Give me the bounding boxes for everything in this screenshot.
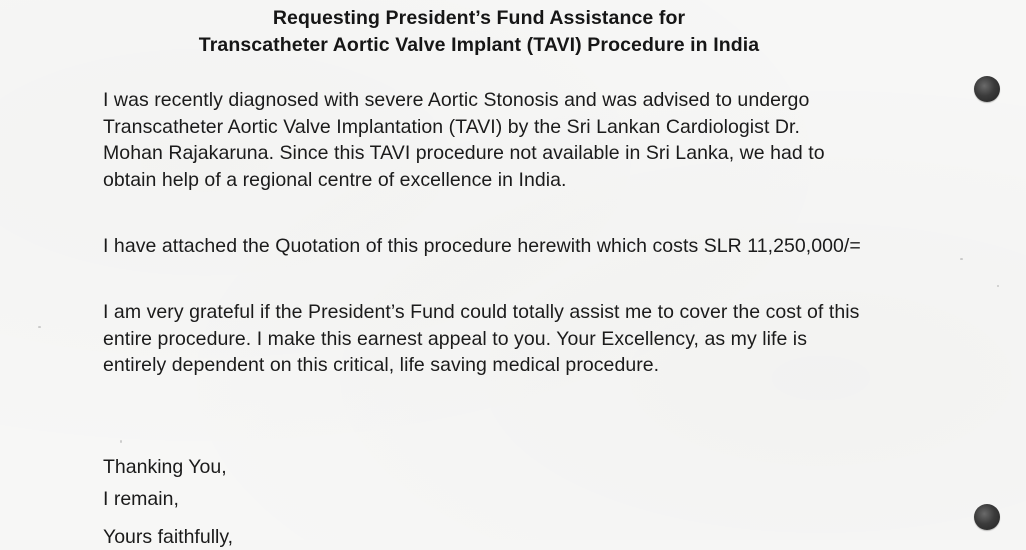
- paper-speck: [38, 326, 41, 328]
- paper-speck: [120, 440, 122, 443]
- paper-speck: [960, 258, 963, 260]
- letter-title-line-2: Transcatheter Aortic Valve Implant (TAVI) Procedure in India: [198, 34, 760, 56]
- punch-hole-bottom: [974, 504, 1000, 530]
- closing-i-remain: I remain,: [103, 488, 179, 510]
- closing-yours-faithfully: Yours faithfully,: [103, 526, 234, 548]
- closing-thanking-you: Thanking You,: [103, 456, 227, 478]
- punch-hole-top: [974, 76, 1000, 102]
- paragraph-quotation: I have attached the Quotation of this procedure herewith which costs SLR 11,250,000/=: [103, 235, 861, 257]
- paper-speck: [997, 285, 999, 287]
- letter-title-line-1: Requesting President’s Fund Assistance for: [272, 7, 686, 29]
- paragraph-diagnosis: I was recently diagnosed with severe Aortic Stonosis and was advised to undergo Transcatheter Aortic Valve Implantation (TAVI) by the Sri Lankan Cardiologist Dr. Mohan Rajakaruna. Since this TAVI procedure not available in Sri Lanka, we had to obtain help of a regional centre of excellence in India.: [103, 89, 825, 191]
- paragraph-appeal: I am very grateful if the President’s Fund could totally assist me to cover the cost of this entire procedure. I make this earnest appeal to you. Your Excellency, as my life is entirely dependent on this critical, life saving medical procedure.: [103, 301, 860, 376]
